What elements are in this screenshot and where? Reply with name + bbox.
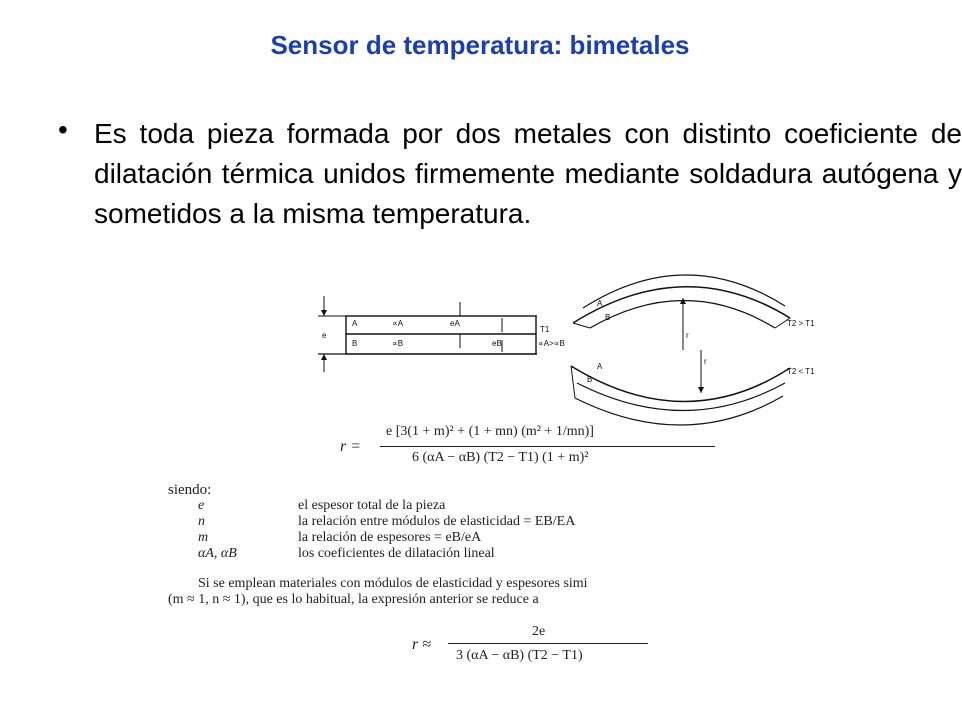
definition-symbol: m	[198, 530, 209, 545]
top-temp-label: T2 > T1	[787, 319, 815, 328]
definitions-note-line1: Si se emplean materiales con módulos de elasticidad y espesores simi	[198, 576, 588, 591]
top-layer-a-label: A	[597, 299, 603, 308]
straight-bimetal-diagram	[312, 288, 565, 378]
formula-radius-exact	[340, 424, 740, 474]
bullet-text: Es toda pieza formada por dos metales con distinto coeficiente de dilatación térmica unidos firmemente mediante soldadura autógena y sometidos a la misma temperatura.	[94, 118, 962, 229]
definition-item	[198, 514, 798, 530]
definition-symbol: αA, αB	[198, 546, 237, 561]
bottom-layer-b-label: B	[587, 375, 593, 384]
definition-text: el espesor total de la pieza	[298, 498, 446, 513]
eb-label: eB	[492, 339, 502, 348]
radius-bottom-label: r	[704, 357, 707, 366]
formula2-denominator: 3 (αA − αB) (T2 − T1)	[456, 648, 583, 663]
formula2-lhs: r ≈	[412, 636, 432, 653]
definition-symbol: e	[198, 498, 205, 513]
formula2-numerator: 2e	[532, 624, 546, 639]
definition-item	[198, 498, 798, 514]
definition-text: la relación de espesores = eB/eA	[298, 530, 482, 545]
layer-b-label: B	[352, 339, 358, 348]
definitions-note-line2: (m ≈ 1, n ≈ 1), que es lo habitual, la expresión anterior se reduce a	[168, 592, 539, 607]
bottom-layer-a-label: A	[597, 362, 603, 371]
formula1-numerator: e [3(1 + m)² + (1 + mn) (m² + 1/mn)]	[386, 424, 594, 439]
definitions-heading: siendo:	[168, 482, 212, 498]
alpha-b-label: ∝B	[392, 339, 404, 348]
t1-label: T1	[540, 325, 550, 334]
definition-text: la relación entre módulos de elasticidad = EB/EA	[298, 514, 576, 529]
definition-item	[198, 530, 798, 546]
formula1-lhs: r =	[340, 438, 362, 455]
bullet-icon: •	[58, 114, 68, 145]
definition-symbol: n	[198, 514, 205, 529]
layer-a-label: A	[352, 319, 358, 328]
bent-bimetal-diagram	[565, 268, 825, 413]
alpha-relation-label: ∝A>∝B	[538, 339, 565, 348]
bottom-temp-label: T2 < T1	[787, 367, 815, 376]
definitions-block	[168, 482, 868, 612]
formula-radius-approx	[412, 624, 672, 672]
ea-label: eA	[450, 319, 460, 328]
formula2-fraction-bar	[448, 643, 648, 644]
definition-item	[198, 546, 798, 562]
thickness-label: e	[322, 331, 327, 340]
top-layer-b-label: B	[605, 313, 611, 322]
formula1-denominator: 6 (αA − αB) (T2 − T1) (1 + m)²	[412, 450, 589, 465]
slide-title: Sensor de temperatura: bimetales	[270, 30, 690, 60]
definition-text: los coeficientes de dilatación lineal	[298, 546, 495, 561]
alpha-a-label: ∝A	[392, 319, 404, 328]
formula1-fraction-bar	[380, 446, 715, 447]
radius-top-label: r	[686, 331, 689, 340]
